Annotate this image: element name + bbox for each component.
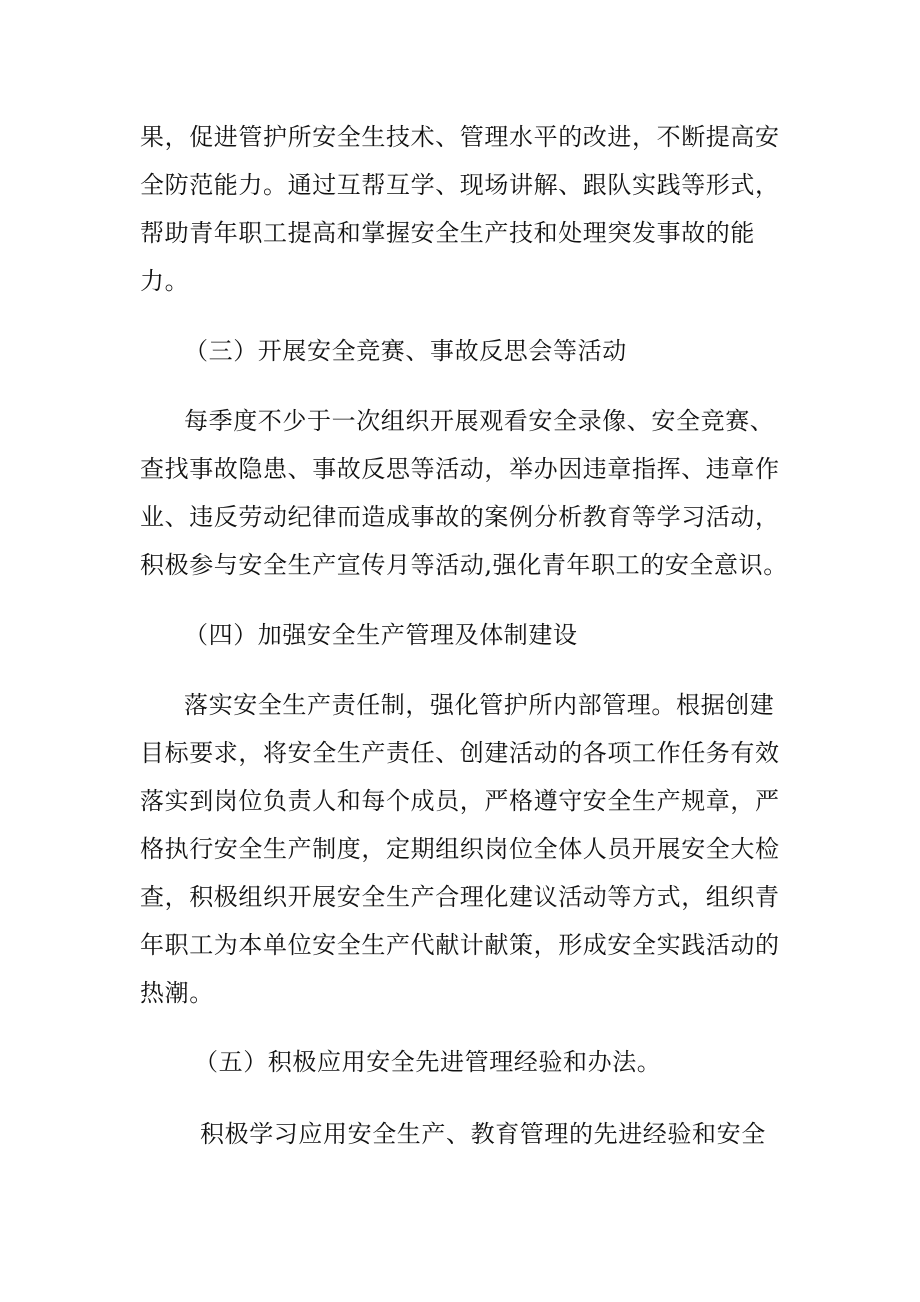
text-line: 目标要求，将安全生产责任、创建活动的各项工作任务有效 (140, 739, 780, 767)
text-line: 落实到岗位负责人和每个成员，严格遵守安全生产规章，严 (140, 787, 780, 815)
section-heading-4 (140, 611, 790, 659)
paragraph-continuation (140, 113, 790, 305)
paragraph-section-3 (140, 397, 790, 589)
heading-text: （四）加强安全生产管理及体制建设 (184, 621, 578, 649)
paragraph-section-4 (140, 681, 790, 1017)
text-line: 每季度不少于一次组织开展观看安全录像、安全竞赛、 (184, 407, 775, 435)
paragraph-section-5 (140, 1110, 790, 1158)
text-line: 查找事故隐患、事故反思等活动，举办因违章指挥、违章作 (140, 455, 780, 483)
text-line: 年职工为本单位安全生产代献计献策，形成安全实践活动的 (140, 931, 780, 959)
text-line: 热潮。 (140, 979, 214, 1007)
text-line: 积极参与安全生产宣传月等活动,强化青年职工的安全意识。 (140, 551, 788, 579)
section-heading-3 (140, 327, 790, 375)
text-line: 落实安全生产责任制，强化管护所内部管理。根据创建 (184, 691, 775, 719)
text-line: 业、违反劳动纪律而造成事故的案例分析教育等学习活动， (140, 503, 780, 531)
heading-text: （五）积极应用安全先进管理经验和办法。 (194, 1048, 662, 1076)
text-line: 力。 (140, 267, 190, 295)
text-line: 果，促进管护所安全生技术、管理水平的改进，不断提高安 (140, 123, 780, 151)
text-line: 格执行安全生产制度，定期组织岗位全体人员开展安全大检 (140, 835, 780, 863)
section-heading-5 (140, 1038, 790, 1086)
text-line: 查，积极组织开展安全生产合理化建议活动等方式，组织青 (140, 883, 780, 911)
text-line: 全防范能力。通过互帮互学、现场讲解、跟队实践等形式， (140, 171, 780, 199)
text-line: 帮助青年职工提高和掌握安全生产技和处理突发事故的能 (140, 219, 755, 247)
text-line: 积极学习应用安全生产、教育管理的先进经验和安全 (200, 1120, 766, 1148)
heading-text: （三）开展安全竞赛、事故反思会等活动 (184, 337, 627, 365)
